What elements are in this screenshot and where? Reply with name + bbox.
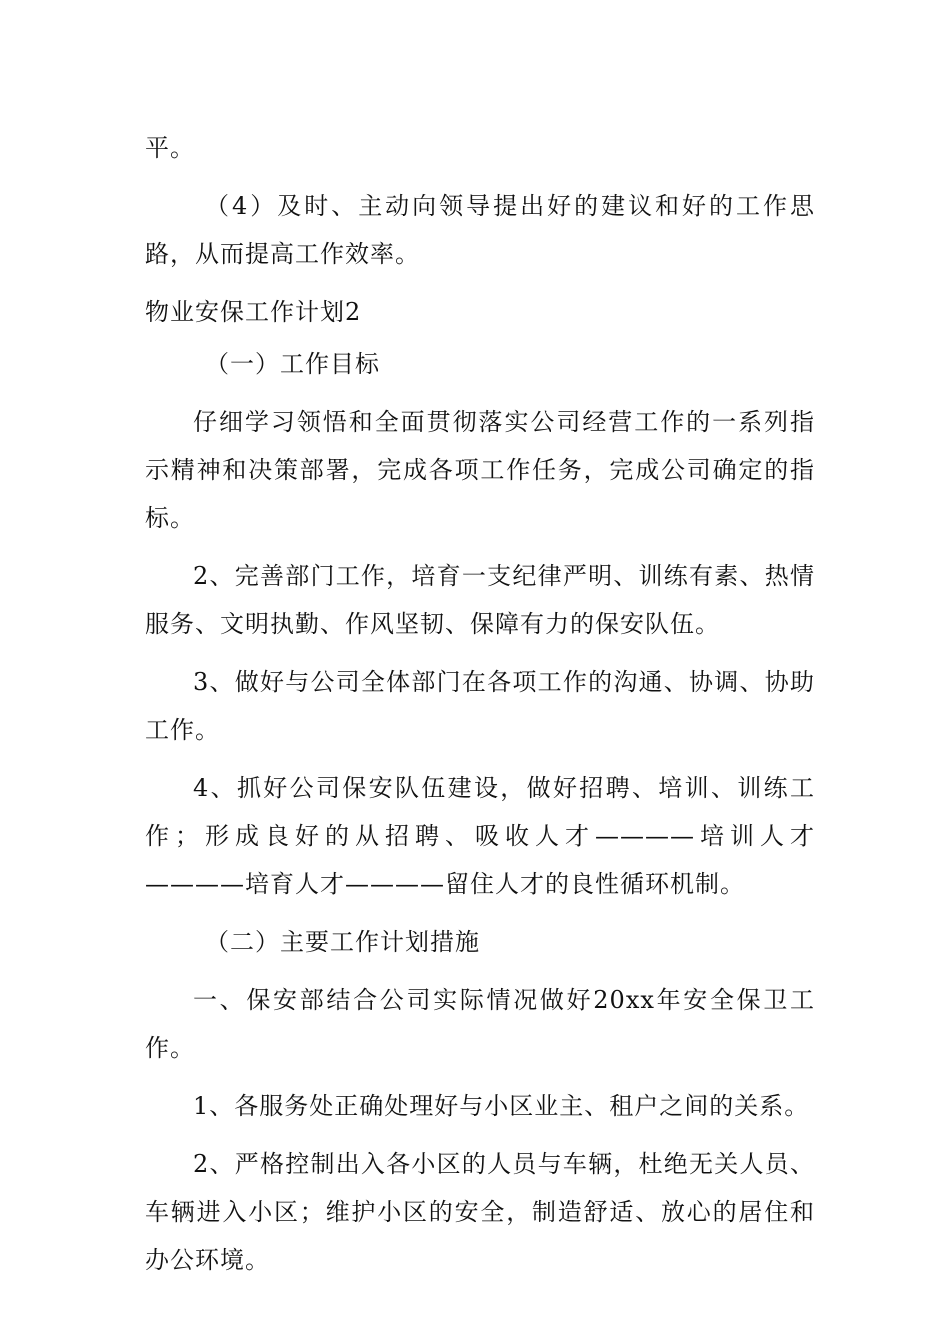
paragraph-goal-3: 3、做好与公司全体部门在各项工作的沟通、协调、协助工作。 — [145, 668, 815, 744]
paragraph-goal-4: 4、抓好公司保安队伍建设，做好招聘、培训、训练工作；形成良好的从招聘、吸收人才————培训人才————培育人才————留住人才的良性循环机制。 — [145, 774, 815, 898]
paragraph-item-4: （4）及时、主动向领导提出好的建议和好的工作思路，从而提高工作效率。 — [145, 192, 815, 268]
paragraph-measure-1: 1、各服务处正确处理好与小区业主、租户之间的关系。 — [193, 1092, 810, 1120]
paragraph-continuation: 平。 — [145, 134, 195, 162]
document-body — [145, 124, 815, 1294]
paragraph-measure-intro: 一、保安部结合公司实际情况做好20xx年安全保卫工作。 — [145, 986, 815, 1062]
subheading-goals: （一）工作目标 — [205, 350, 380, 378]
paragraph-measure-2: 2、严格控制出入各小区的人员与车辆，杜绝无关人员、车辆进入小区；维护小区的安全，制造舒适、放心的居住和办公环境。 — [145, 1150, 815, 1274]
subheading-measures: （二）主要工作计划措施 — [205, 928, 480, 956]
paragraph-goal-2: 2、完善部门工作，培育一支纪律严明、训练有素、热情服务、文明执勤、作风坚韧、保障有力的保安队伍。 — [145, 562, 815, 638]
section-title: 物业安保工作计划2 — [145, 298, 362, 326]
paragraph-goal-1: 仔细学习领悟和全面贯彻落实公司经营工作的一系列指示精神和决策部署，完成各项工作任务，完成公司确定的指标。 — [145, 408, 815, 532]
